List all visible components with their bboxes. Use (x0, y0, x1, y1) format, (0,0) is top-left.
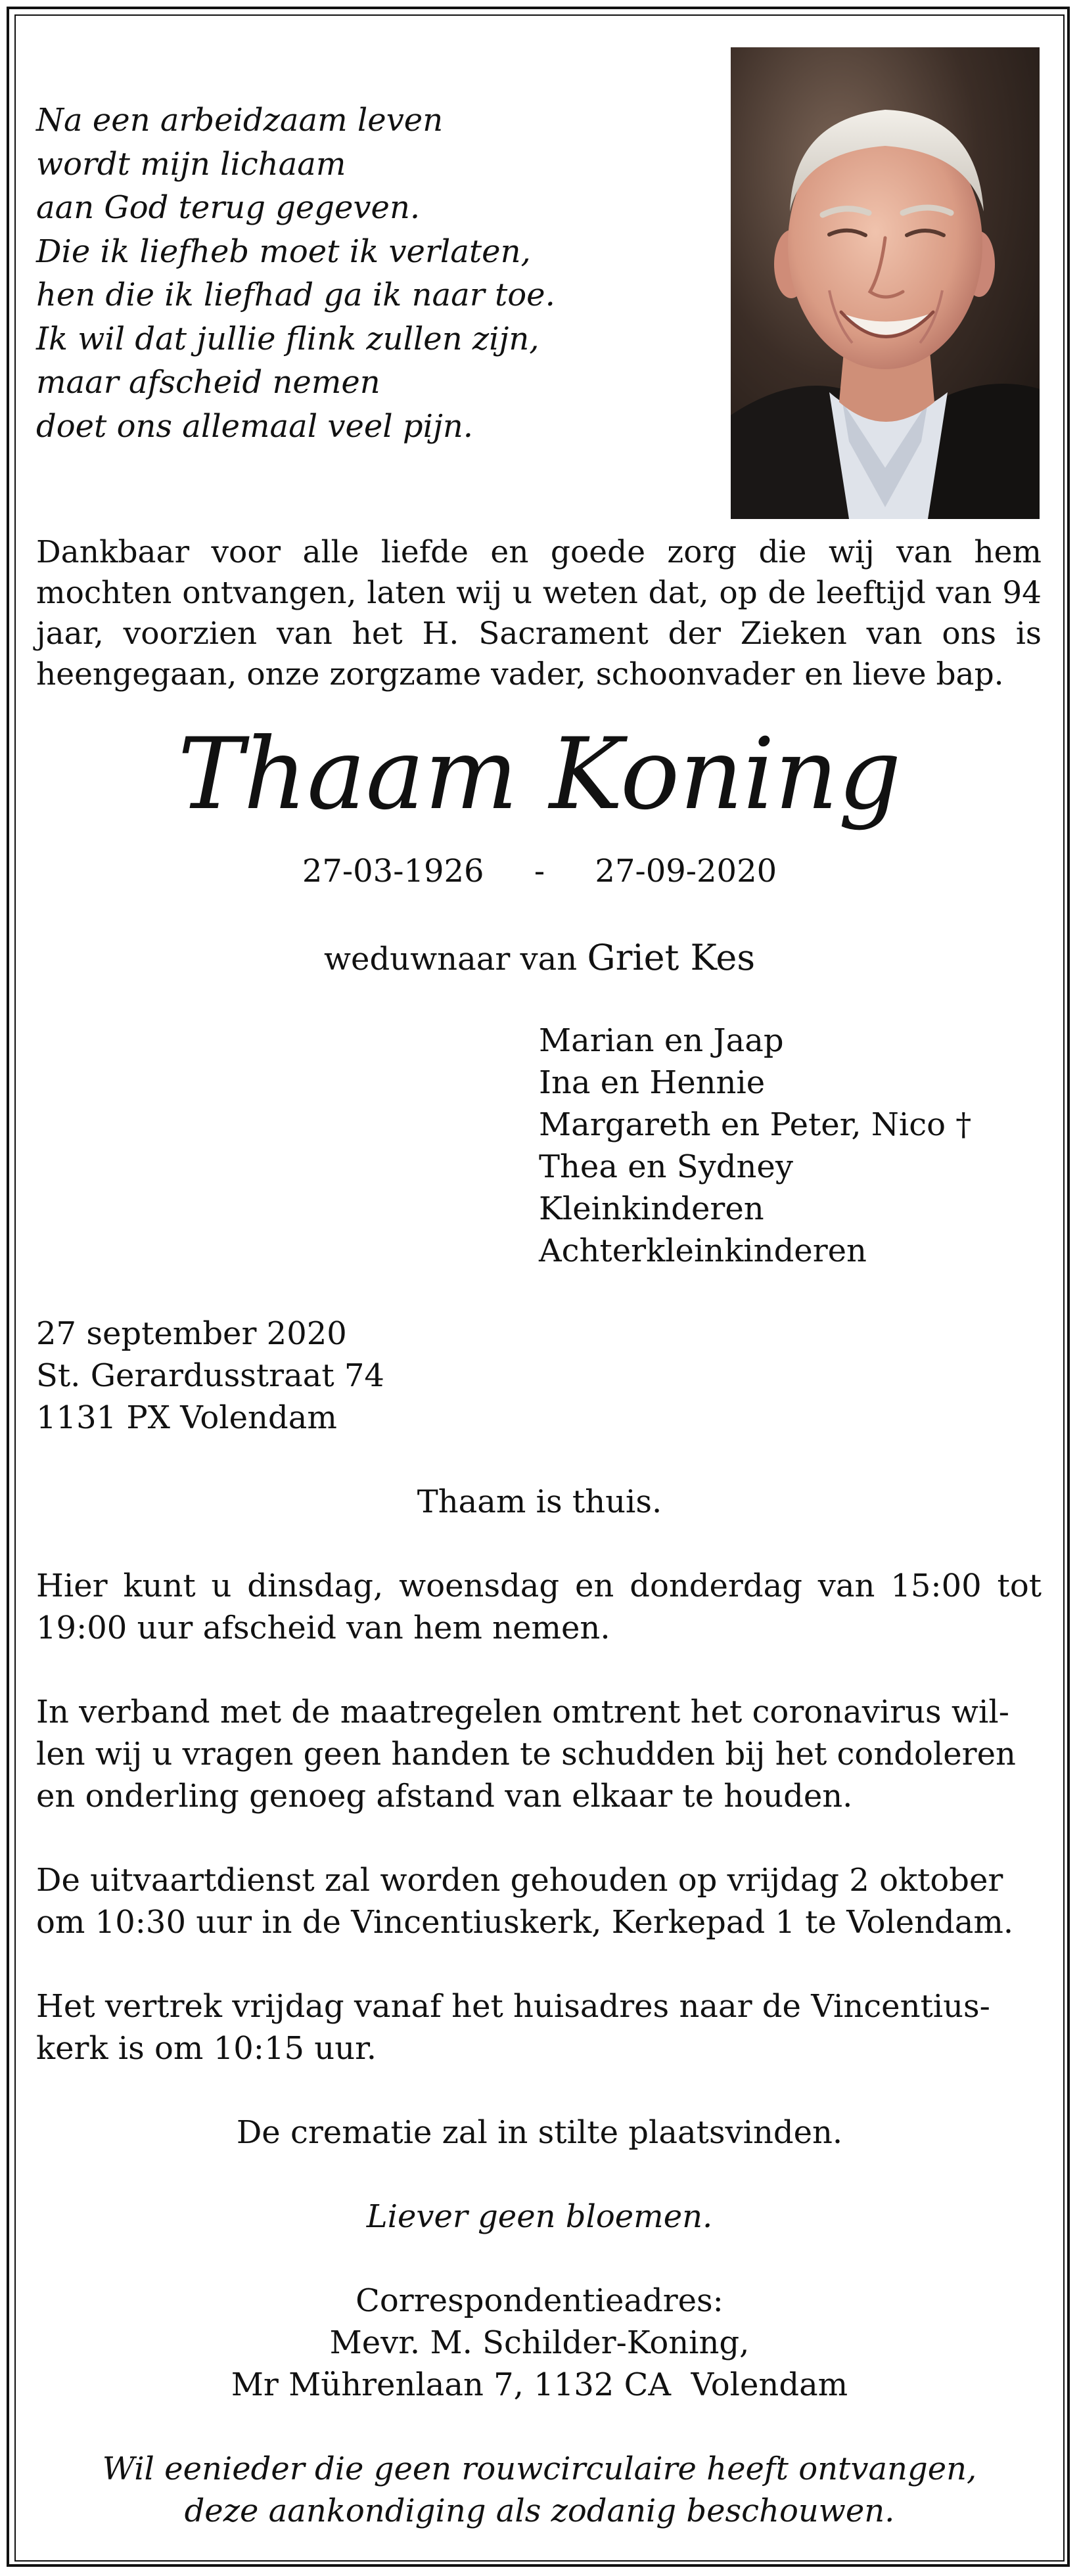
visiting-paragraph: Hier kunt u dinsdag, woensdag en donderdag van 15:00 tot 19:00 uur afscheid van hem nemen. (36, 1568, 1042, 1646)
portrait-photo (731, 47, 1040, 519)
family-member: Ina en Hennie (539, 1064, 766, 1101)
intro-paragraph: Dankbaar voor alle liefde en goede zorg die wij van hem mochten ontvangen, laten wij u weten dat, op de leeftijd van 94 jaar, voorzien van het H. Sacrament der Zieken van ons is heengegaan, onze zorgzame vader, schoonvader en lieve bap. (36, 534, 1042, 692)
correspondence-block (0, 2280, 1079, 2406)
family-member: Kleinkinderen (539, 1190, 764, 1227)
cremation-line: De crematie zal in stilte plaatsvinden. (236, 2114, 843, 2151)
at-home-line: Thaam is thuis. (417, 1483, 662, 1520)
birth-date: 27-03-1926 (302, 853, 484, 890)
service-paragraph (36, 1859, 1013, 1943)
date-separator: - (534, 853, 545, 890)
departure-line: Het vertrek vrijdag vanaf het huisadres naar de Vincentius- (36, 1988, 990, 2025)
family-list (539, 1020, 971, 1272)
correspondence-label: Correspondentieadres: (356, 2282, 723, 2319)
spouse-name: Griet Kes (587, 937, 756, 978)
address-street: St. Gerardusstraat 74 (36, 1357, 384, 1394)
departure-line: kerk is om 10:15 uur. (36, 2030, 377, 2067)
poem-line: aan God terug gegeven. (36, 189, 421, 226)
closing-line: deze aankondiging als zodanig beschouwen. (184, 2493, 895, 2529)
poem-line: Ik wil dat jullie flink zullen zijn, (36, 320, 540, 357)
widower-prefix: weduwnaar van (323, 941, 578, 978)
correspondence-name: Mevr. M. Schilder-Koning, (329, 2324, 750, 2361)
family-member: Thea en Sydney (539, 1148, 793, 1185)
correspondence-address: Mr Mührenlaan 7, 1132 CA Volendam (231, 2366, 848, 2403)
deceased-name-text: Thaam Koning (177, 717, 902, 832)
life-dates (0, 853, 1079, 890)
widower-line (0, 937, 1079, 978)
service-line: om 10:30 uur in de Vincentiuskerk, Kerkepad 1 te Volendam. (36, 1904, 1014, 1941)
corona-line: len wij u vragen geen handen te schudden bij het condoleren (36, 1736, 1016, 1773)
family-member: Achterkleinkinderen (539, 1232, 867, 1269)
poem-line: doet ons allemaal veel pijn. (36, 407, 474, 445)
deceased-name (0, 716, 1079, 844)
poem-line: Na een arbeidzaam leven (36, 102, 444, 139)
death-date: 27-09-2020 (595, 853, 777, 890)
service-line: De uitvaartdienst zal worden gehouden op vrijdag 2 oktober (36, 1862, 1003, 1899)
address-block (36, 1313, 384, 1439)
departure-paragraph (36, 1985, 990, 2069)
no-flowers-line: Liever geen bloemen. (366, 2198, 713, 2235)
deceased-name-lettering (0, 716, 1079, 841)
family-member: Margareth en Peter, Nico † (539, 1106, 972, 1143)
corona-line: In verband met de maatregelen omtrent het coronavirus wil- (36, 1694, 1009, 1730)
family-member: Marian en Jaap (539, 1022, 784, 1059)
corona-line: en onderling genoeg afstand van elkaar te houden. (36, 1778, 853, 1815)
address-date: 27 september 2020 (36, 1315, 347, 1352)
poem-line: Die ik liefheb moet ik verlaten, (36, 233, 531, 270)
poem-line: hen die ik liefhad ga ik naar toe. (36, 277, 555, 313)
corona-paragraph (36, 1691, 1016, 1817)
poem (36, 99, 555, 448)
portrait-icon (731, 47, 1040, 519)
poem-line: maar afscheid nemen (36, 364, 380, 401)
closing-line: Wil eenieder die geen rouwcirculaire heeft ontvangen, (102, 2451, 977, 2487)
closing-note (0, 2448, 1079, 2532)
poem-line: wordt mijn lichaam (36, 145, 346, 183)
address-city: 1131 PX Volendam (36, 1399, 337, 1436)
